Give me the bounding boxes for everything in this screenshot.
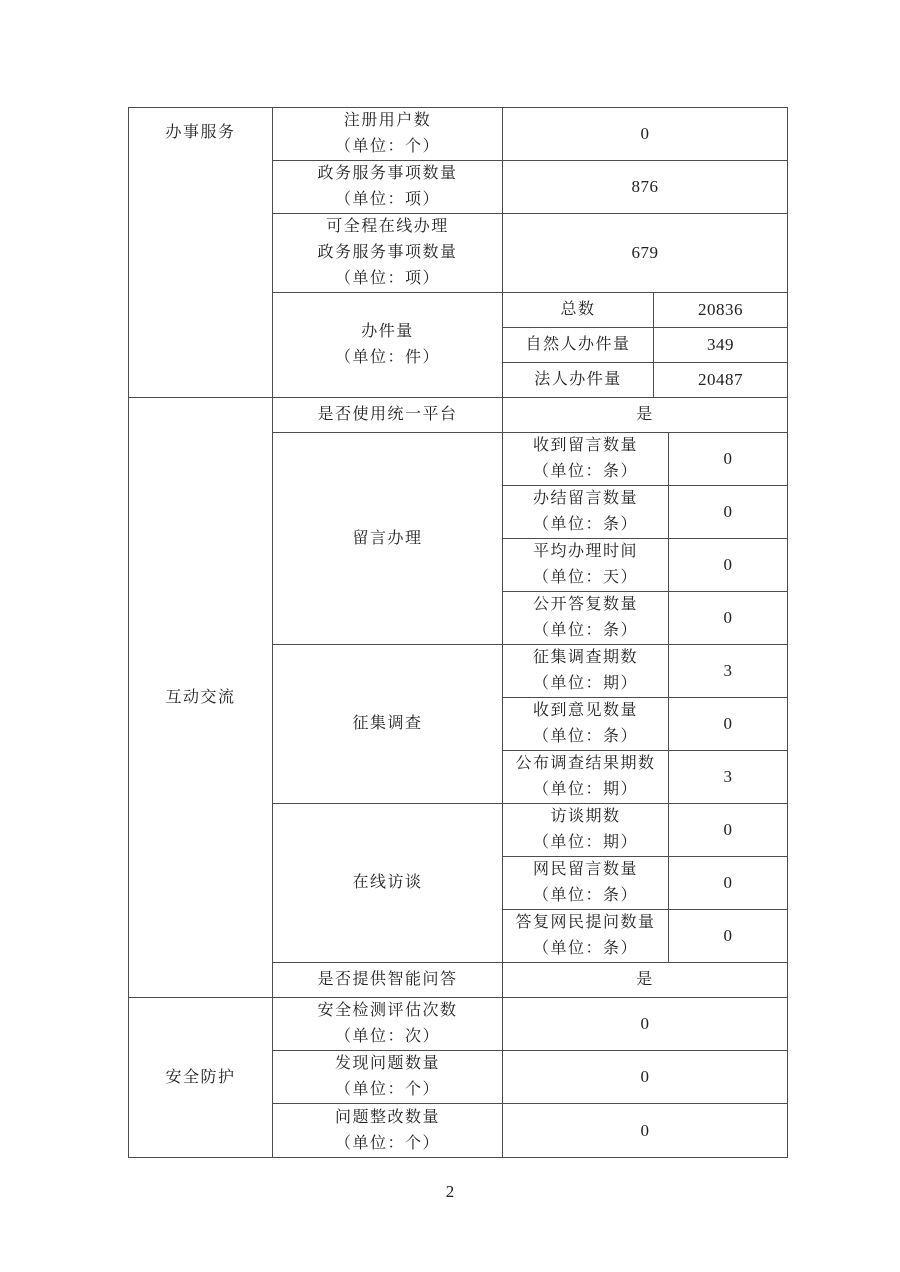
subitem-label-line: 收到意见数量 [532, 702, 638, 719]
subitem-value-cell: 0 [669, 592, 788, 645]
item-label-line: 可全程在线办理 [326, 218, 449, 235]
item-label-line: 安全检测评估次数 [317, 1002, 458, 1019]
value-cell: 0 [503, 1051, 788, 1104]
subitem-label-cell [503, 910, 669, 963]
subitem-label-line: 访谈期数 [550, 808, 621, 825]
item-label-cell [273, 108, 503, 161]
subitem-value-cell: 3 [669, 751, 788, 804]
subitem-label-cell: 总数 [503, 293, 654, 328]
subitem-unit-line: （单位：期） [532, 834, 638, 851]
table-row [129, 998, 788, 1051]
subitem-value-cell: 349 [654, 328, 788, 363]
item-label-line: 政务服务事项数量 [317, 165, 458, 182]
item-label-cell-banjianliang [273, 293, 503, 398]
subitem-value-cell: 0 [669, 857, 788, 910]
subitem-label-cell [503, 698, 669, 751]
group-label: 互动交流 [165, 688, 236, 706]
item-label-cell [273, 161, 503, 214]
value-cell: 0 [503, 108, 788, 161]
subitem-value-cell: 20836 [654, 293, 788, 328]
item-label-cell-liuyan: 留言办理 [273, 433, 503, 645]
subitem-unit-line: （单位：条） [532, 516, 638, 533]
group-cell-anquan [129, 998, 273, 1158]
subitem-unit-line: （单位：期） [532, 781, 638, 798]
item-label-line: 问题整改数量 [334, 1108, 440, 1126]
subitem-label-line: 公开答复数量 [532, 596, 638, 613]
item-label-cell: 是否使用统一平台 [273, 398, 503, 433]
subitem-value-cell: 0 [669, 804, 788, 857]
item-label-cell [273, 1104, 503, 1158]
item-label-cell: 是否提供智能问答 [273, 963, 503, 998]
item-unit-line: （单位：项） [334, 270, 440, 287]
subitem-value-cell: 0 [669, 539, 788, 592]
item-unit-line: （单位：件） [334, 349, 440, 366]
subitem-label-line: 平均办理时间 [532, 543, 638, 560]
subitem-label-cell [503, 592, 669, 645]
subitem-label-cell [503, 539, 669, 592]
subitem-label-line: 网民留言数量 [532, 861, 638, 878]
subitem-label-line: 征集调查期数 [532, 649, 638, 666]
item-label-line: 办件量 [361, 323, 414, 340]
subitem-unit-line: （单位：条） [532, 622, 638, 639]
item-unit-line: （单位：个） [334, 1134, 440, 1152]
item-unit-line: （单位：项） [334, 191, 440, 208]
item-label-cell [273, 998, 503, 1051]
item-label-cell-fangtan: 在线访谈 [273, 804, 503, 963]
subitem-label-line: 答复网民提问数量 [515, 914, 656, 931]
subitem-value-cell: 0 [669, 698, 788, 751]
value-cell: 679 [503, 214, 788, 293]
value-cell: 0 [503, 998, 788, 1051]
subitem-unit-line: （单位：期） [532, 675, 638, 692]
group-label: 安全防护 [165, 1068, 236, 1086]
subitem-unit-line: （单位：条） [532, 887, 638, 904]
group-label: 办事服务 [165, 124, 236, 141]
subitem-unit-line: （单位：条） [532, 463, 638, 480]
subitem-label-cell [503, 751, 669, 804]
table-row [129, 108, 788, 161]
item-label-cell [273, 214, 503, 293]
subitem-value-cell: 3 [669, 645, 788, 698]
subitem-label-line: 办结留言数量 [532, 490, 638, 507]
item-unit-line: （单位：次） [334, 1028, 440, 1045]
subitem-label-line: 收到留言数量 [532, 437, 638, 454]
subitem-value-cell: 0 [669, 910, 788, 963]
subitem-label-cell [503, 857, 669, 910]
subitem-unit-line: （单位：条） [532, 940, 638, 957]
value-cell: 876 [503, 161, 788, 214]
item-unit-line: （单位：个） [334, 138, 440, 155]
item-label-line: 发现问题数量 [334, 1055, 440, 1072]
subitem-label-cell [503, 645, 669, 698]
subitem-label-line: 公布调查结果期数 [515, 755, 656, 772]
value-cell: 是 [503, 398, 788, 433]
report-table [128, 107, 788, 1158]
item-label-cell-zhengji: 征集调查 [273, 645, 503, 804]
group-cell-banshi [129, 108, 273, 398]
page-number: 2 [445, 1182, 455, 1201]
subitem-value-cell: 20487 [654, 363, 788, 398]
subitem-label-cell: 自然人办件量 [503, 328, 654, 363]
value-cell: 0 [503, 1104, 788, 1158]
item-label-line: 注册用户数 [343, 112, 432, 129]
subitem-label-cell [503, 486, 669, 539]
group-cell-hudong [129, 398, 273, 998]
subitem-unit-line: （单位：条） [532, 728, 638, 745]
subitem-label-cell [503, 433, 669, 486]
subitem-value-cell: 0 [669, 433, 788, 486]
subitem-label-cell [503, 804, 669, 857]
item-unit-line: （单位：个） [334, 1081, 440, 1098]
subitem-unit-line: （单位：天） [532, 569, 638, 586]
subitem-value-cell: 0 [669, 486, 788, 539]
value-cell: 是 [503, 963, 788, 998]
subitem-label-cell: 法人办件量 [503, 363, 654, 398]
item-label-line: 政务服务事项数量 [317, 244, 458, 261]
table-row [129, 398, 788, 433]
item-label-cell [273, 1051, 503, 1104]
